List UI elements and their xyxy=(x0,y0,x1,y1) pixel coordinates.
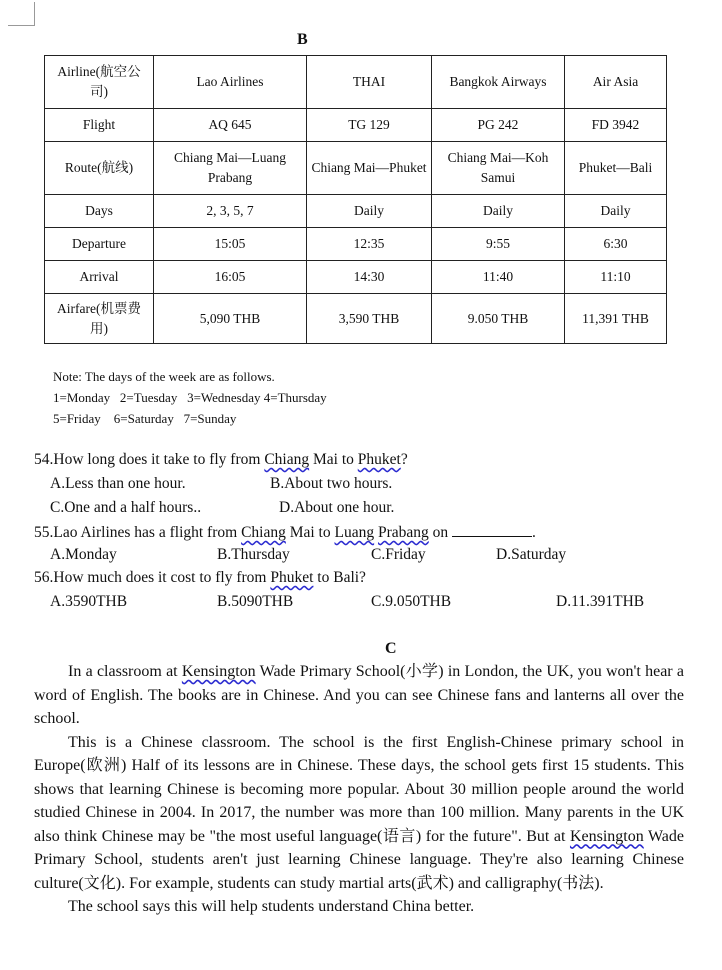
table-cell: 11,391 THB xyxy=(565,294,667,344)
table-cell: Airfare(机票费用) xyxy=(45,294,154,344)
table-cell: Daily xyxy=(432,195,565,228)
table-cell: 6:30 xyxy=(565,228,667,261)
table-cell: 2, 3, 5, 7 xyxy=(154,195,307,228)
table-cell: 5,090 THB xyxy=(154,294,307,344)
table-cell: Bangkok Airways xyxy=(432,56,565,109)
table-cell: TG 129 xyxy=(307,109,432,142)
q54-option-c: C.One and a half hours.. xyxy=(50,499,202,516)
note-line: Note: The days of the week are as follows. xyxy=(53,369,275,384)
table-cell: Airline(航空公司) xyxy=(45,56,154,109)
note-line: 1=Monday 2=Tuesday 3=Wednesday 4=Thursday xyxy=(53,390,327,405)
table-cell: 15:05 xyxy=(154,228,307,261)
q55-option-a: A.Monday xyxy=(50,546,117,563)
table-row-arrival xyxy=(45,261,667,294)
table-cell: AQ 645 xyxy=(154,109,307,142)
question-55: 55.Lao Airlines has a flight from Chiang Mai to Luang Prabang on . xyxy=(34,524,536,541)
q54-option-b: B.About two hours. xyxy=(270,475,393,492)
q56-option-d: D.11.391THB xyxy=(556,593,645,610)
table-cell: THAI xyxy=(307,56,432,109)
paragraph: This is a Chinese classroom. The school is the first English-Chinese primary school in Europe(欧洲) Half of its lessons are in Chinese. These days, the school gets first 15 students. This shows that learning Chinese is becoming more popular. About 30 million people around the world studied Chinese in 2004. In 2017, the number was more than 100 million. Many parents in the UK also think Chinese may be "the most useful language(语言) for the future". But at Kensington Wade Primary School, students aren't just learning Chinese language. They're also learning Chinese culture(文化). For example, students can study martial arts(武术) and calligraphy(书法). xyxy=(34,733,685,892)
table-cell: 11:10 xyxy=(565,261,667,294)
table-cell: Chiang Mai—Phuket xyxy=(307,142,432,195)
paragraph: The school says this will help students understand China better. xyxy=(68,898,475,915)
table-cell: Days xyxy=(45,195,154,228)
q55-option-b: B.Thursday xyxy=(217,546,290,563)
q56-option-c: C.9.050THB xyxy=(371,593,452,610)
table-cell: Arrival xyxy=(45,261,154,294)
table-cell: 9.050 THB xyxy=(432,294,565,344)
table-cell: Phuket—Bali xyxy=(565,142,667,195)
table-cell: PG 242 xyxy=(432,109,565,142)
reading-passage xyxy=(34,660,684,919)
table-row-airline xyxy=(45,56,667,109)
table-cell: 12:35 xyxy=(307,228,432,261)
table-cell: Daily xyxy=(307,195,432,228)
note-line: 5=Friday 6=Saturday 7=Sunday xyxy=(53,411,237,426)
table-row-departure xyxy=(45,228,667,261)
table-cell: 3,590 THB xyxy=(307,294,432,344)
table-cell: 14:30 xyxy=(307,261,432,294)
table-cell: Route(航线) xyxy=(45,142,154,195)
paragraph: In a classroom at Kensington Wade Primary School(小学) in London, the UK, you won't hear a word of English. The books are in Chinese. And you can see Chinese fans and lanterns all over the school. xyxy=(34,663,684,727)
question-54: 54.How long does it take to fly from Chiang Mai to Phuket? xyxy=(34,451,408,468)
table-row-days xyxy=(45,195,667,228)
table-row-flight xyxy=(45,109,667,142)
q55-option-c: C.Friday xyxy=(371,546,426,563)
table-cell: 11:40 xyxy=(432,261,565,294)
table-cell: 9:55 xyxy=(432,228,565,261)
table-cell: Daily xyxy=(565,195,667,228)
table-row-airfare xyxy=(45,294,667,344)
section-b-title: B xyxy=(297,31,308,48)
table-cell: Chiang Mai—Koh Samui xyxy=(432,142,565,195)
page-corner-mark xyxy=(0,0,36,26)
q54-option-a: A.Less than one hour. xyxy=(50,475,186,492)
q54-option-d: D.About one hour. xyxy=(279,499,395,516)
q56-option-a: A.3590THB xyxy=(50,593,128,610)
table-cell: Air Asia xyxy=(565,56,667,109)
table-cell: Chiang Mai—Luang Prabang xyxy=(154,142,307,195)
question-56: 56.How much does it cost to fly from Phuket to Bali? xyxy=(34,569,366,586)
flight-table xyxy=(44,55,667,344)
table-cell: 16:05 xyxy=(154,261,307,294)
section-c-title: C xyxy=(385,640,397,657)
q56-option-b: B.5090THB xyxy=(217,593,294,610)
days-note xyxy=(53,366,327,429)
table-cell: Flight xyxy=(45,109,154,142)
table-cell: FD 3942 xyxy=(565,109,667,142)
q55-option-d: D.Saturday xyxy=(496,546,567,563)
answer-blank xyxy=(452,522,532,537)
table-row-route xyxy=(45,142,667,195)
table-cell: Departure xyxy=(45,228,154,261)
table-cell: Lao Airlines xyxy=(154,56,307,109)
